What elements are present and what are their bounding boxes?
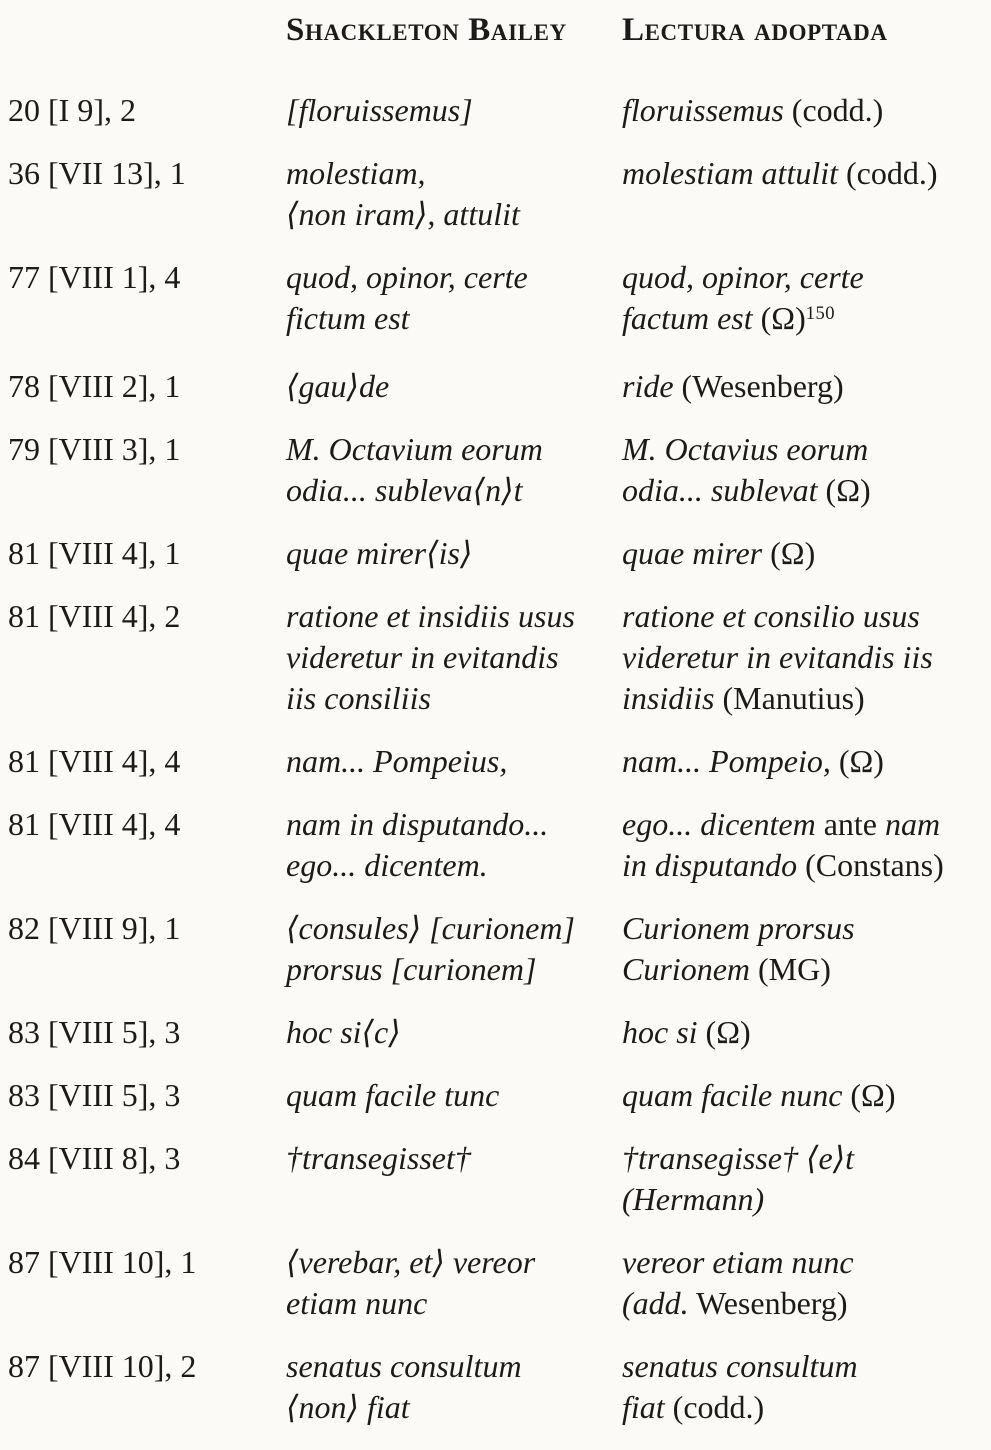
text-run: (codd.) bbox=[664, 1389, 765, 1425]
adopted-reading bbox=[622, 1242, 985, 1324]
entry-reference: 87 [VIII 10], 1 bbox=[8, 1244, 197, 1280]
reading-line bbox=[622, 153, 985, 194]
text-run: molestiam, bbox=[286, 155, 426, 191]
table-row bbox=[8, 1346, 985, 1428]
entry-reference: 81 [VIII 4], 2 bbox=[8, 598, 181, 634]
table-header bbox=[8, 10, 985, 50]
reading-line bbox=[622, 470, 985, 511]
reading-line bbox=[622, 257, 985, 298]
text-run: †transegisset† bbox=[286, 1140, 471, 1176]
reading-line bbox=[286, 637, 622, 678]
shackleton-bailey-reading bbox=[286, 908, 622, 990]
text-run: nam in disputando... bbox=[286, 806, 549, 842]
adopted-reading bbox=[622, 804, 985, 886]
reading-line bbox=[286, 949, 622, 990]
text-run: odia... sublevat bbox=[622, 472, 818, 508]
text-run: ego... dicentem. bbox=[286, 847, 488, 883]
reading-line bbox=[622, 533, 985, 574]
shackleton-bailey-reading bbox=[286, 1346, 622, 1428]
text-run: senatus consultum bbox=[622, 1348, 858, 1384]
table-row bbox=[8, 366, 985, 407]
reading-line bbox=[286, 429, 622, 470]
text-run: etiam nunc bbox=[286, 1285, 428, 1321]
reading-line bbox=[622, 366, 985, 407]
reading-line bbox=[622, 1283, 985, 1324]
reading-line bbox=[286, 470, 622, 511]
text-run: ante bbox=[815, 806, 885, 842]
entry-reference: 82 [VIII 9], 1 bbox=[8, 910, 181, 946]
shackleton-bailey-reading bbox=[286, 804, 622, 886]
adopted-reading bbox=[622, 533, 985, 574]
adopted-reading bbox=[622, 596, 985, 719]
shackleton-bailey-reading bbox=[286, 1138, 622, 1220]
shackleton-bailey-reading bbox=[286, 1242, 622, 1324]
text-run: (codd.) bbox=[783, 92, 884, 128]
shackleton-bailey-reading bbox=[286, 429, 622, 511]
reading-line bbox=[622, 637, 985, 678]
text-run: hoc si⟨c⟩ bbox=[286, 1014, 401, 1050]
shackleton-bailey-reading bbox=[286, 366, 622, 407]
text-run: (Ω) bbox=[830, 743, 884, 779]
text-run: molestiam attulit bbox=[622, 155, 838, 191]
text-run: nam... Pompeio, bbox=[622, 743, 831, 779]
reading-line bbox=[622, 1242, 985, 1283]
entry-reference: 83 [VIII 5], 3 bbox=[8, 1077, 181, 1113]
entry-reference: 36 [VII 13], 1 bbox=[8, 155, 186, 191]
reading-line bbox=[286, 1075, 622, 1116]
text-run: quae mirer⟨is⟩ bbox=[286, 535, 473, 571]
text-run: videretur in evitandis iis bbox=[622, 639, 933, 675]
reading-line bbox=[622, 1138, 985, 1179]
text-run: fictum est bbox=[286, 300, 410, 336]
shackleton-bailey-reading bbox=[286, 533, 622, 574]
adopted-reading bbox=[622, 366, 985, 407]
reading-line bbox=[286, 1346, 622, 1387]
table-row bbox=[8, 908, 985, 990]
reading-line bbox=[286, 1138, 622, 1179]
shackleton-bailey-reading bbox=[286, 1075, 622, 1116]
adopted-reading bbox=[622, 1346, 985, 1428]
table-row bbox=[8, 804, 985, 886]
text-run: nam... Pompeius, bbox=[286, 743, 508, 779]
reading-line bbox=[622, 1179, 985, 1220]
text-run: floruissemus bbox=[622, 92, 784, 128]
text-run: odia... subleva⟨n⟩t bbox=[286, 472, 523, 508]
reading-line bbox=[622, 741, 985, 782]
adopted-reading bbox=[622, 1075, 985, 1116]
text-run: iis consiliis bbox=[286, 680, 431, 716]
reading-line bbox=[622, 1075, 985, 1116]
text-run: [floruissemus] bbox=[286, 92, 473, 128]
text-run: vereor etiam nunc bbox=[622, 1244, 854, 1280]
entry-reference: 20 [I 9], 2 bbox=[8, 92, 136, 128]
text-run: (Ω) bbox=[817, 472, 871, 508]
text-run: in disputando bbox=[622, 847, 798, 883]
reading-line bbox=[622, 908, 985, 949]
reading-line bbox=[286, 741, 622, 782]
text-run: (Ω) bbox=[762, 535, 816, 571]
reading-line bbox=[286, 257, 622, 298]
table-row bbox=[8, 1242, 985, 1324]
text-run: videretur in evitandis bbox=[286, 639, 559, 675]
reading-line bbox=[286, 1012, 622, 1053]
text-run: ⟨non iram⟩, attulit bbox=[286, 196, 520, 232]
table-row bbox=[8, 1138, 985, 1220]
text-run: quam facile nunc bbox=[622, 1077, 843, 1113]
reading-line bbox=[286, 298, 622, 339]
shackleton-bailey-reading bbox=[286, 1012, 622, 1053]
text-run: (Ω) bbox=[842, 1077, 896, 1113]
shackleton-bailey-reading bbox=[286, 741, 622, 782]
table-row bbox=[8, 533, 985, 574]
text-run: senatus consultum bbox=[286, 1348, 522, 1384]
text-run: insidiis bbox=[622, 680, 715, 716]
shackleton-bailey-reading bbox=[286, 257, 622, 344]
table-row bbox=[8, 257, 985, 344]
entry-reference: 83 [VIII 5], 3 bbox=[8, 1014, 181, 1050]
reading-line bbox=[286, 366, 622, 407]
reading-line bbox=[622, 949, 985, 990]
text-run: factum est bbox=[622, 300, 753, 336]
reading-line bbox=[622, 1012, 985, 1053]
text-run: Wesenberg) bbox=[688, 1285, 848, 1321]
entry-reference: 79 [VIII 3], 1 bbox=[8, 431, 181, 467]
reading-line bbox=[622, 90, 985, 131]
reading-line bbox=[286, 908, 622, 949]
table-row bbox=[8, 153, 985, 235]
text-run: ⟨verebar, et⟩ vereor bbox=[286, 1244, 536, 1280]
shackleton-bailey-reading bbox=[286, 596, 622, 719]
text-run: (Wesenberg) bbox=[673, 368, 844, 404]
shackleton-bailey-reading bbox=[286, 153, 622, 235]
text-run: fiat bbox=[622, 1389, 665, 1425]
adopted-reading bbox=[622, 1138, 985, 1220]
text-run: (Manutius) bbox=[714, 680, 865, 716]
reading-line bbox=[286, 1242, 622, 1283]
reading-line bbox=[622, 804, 985, 845]
column-header-lectura-adoptada: Lectura adoptada bbox=[622, 12, 888, 48]
reading-line bbox=[622, 429, 985, 470]
table-row bbox=[8, 596, 985, 719]
text-run: ⟨gau⟩de bbox=[286, 368, 390, 404]
text-run: (Hermann) bbox=[622, 1181, 765, 1217]
column-header-shackleton-bailey: Shackleton Bailey bbox=[286, 12, 567, 48]
entry-reference: 87 [VIII 10], 2 bbox=[8, 1348, 197, 1384]
reading-line bbox=[622, 298, 985, 344]
table-row bbox=[8, 1012, 985, 1053]
text-run: nam bbox=[885, 806, 941, 842]
reading-line bbox=[622, 678, 985, 719]
text-run: (codd.) bbox=[838, 155, 938, 191]
text-run: prorsus [curionem] bbox=[286, 951, 537, 987]
text-run: (Constans) bbox=[797, 847, 944, 883]
text-run: ratione et insidiis usus bbox=[286, 598, 575, 634]
adopted-reading bbox=[622, 741, 985, 782]
adopted-reading bbox=[622, 153, 985, 235]
text-run: ⟨non⟩ fiat bbox=[286, 1389, 410, 1425]
reading-line bbox=[286, 678, 622, 719]
table-row bbox=[8, 90, 985, 131]
entry-reference: 84 [VIII 8], 3 bbox=[8, 1140, 181, 1176]
reading-line bbox=[286, 90, 622, 131]
reading-line bbox=[286, 153, 622, 194]
text-run: Curionem prorsus bbox=[622, 910, 855, 946]
text-run: (add. bbox=[622, 1285, 689, 1321]
text-run: Curionem bbox=[622, 951, 750, 987]
shackleton-bailey-reading bbox=[286, 90, 622, 131]
reading-line bbox=[286, 845, 622, 886]
reading-line bbox=[286, 1283, 622, 1324]
text-run: (Ω) bbox=[752, 300, 806, 336]
text-run: quae mirer bbox=[622, 535, 763, 571]
reading-line bbox=[286, 804, 622, 845]
reading-line bbox=[286, 533, 622, 574]
entry-reference: 81 [VIII 4], 1 bbox=[8, 535, 181, 571]
entry-reference: 77 [VIII 1], 4 bbox=[8, 259, 181, 295]
reading-line bbox=[286, 596, 622, 637]
reading-line bbox=[286, 1387, 622, 1428]
table-row bbox=[8, 741, 985, 782]
reading-line bbox=[622, 1387, 985, 1428]
adopted-reading bbox=[622, 257, 985, 344]
adopted-reading bbox=[622, 908, 985, 990]
text-run: hoc si bbox=[622, 1014, 698, 1050]
text-run: 150 bbox=[805, 303, 836, 325]
reading-line bbox=[622, 596, 985, 637]
text-run: M. Octavium eorum bbox=[286, 431, 543, 467]
reading-line bbox=[622, 1346, 985, 1387]
entry-reference: 81 [VIII 4], 4 bbox=[8, 743, 181, 779]
text-run: ⟨consules⟩ [curionem] bbox=[286, 910, 575, 946]
text-run: ratione et consilio usus bbox=[622, 598, 920, 634]
table-body bbox=[8, 90, 985, 1450]
adopted-reading bbox=[622, 90, 985, 131]
entry-reference: 81 [VIII 4], 4 bbox=[8, 806, 181, 842]
text-run: ego... dicentem bbox=[622, 806, 816, 842]
text-run: quod, opinor, certe bbox=[622, 259, 864, 295]
table-row bbox=[8, 1075, 985, 1116]
text-run: quod, opinor, certe bbox=[286, 259, 528, 295]
text-run: (Ω) bbox=[697, 1014, 751, 1050]
adopted-reading bbox=[622, 429, 985, 511]
text-run: M. Octavius eorum bbox=[622, 431, 869, 467]
table-row bbox=[8, 429, 985, 511]
text-run: ride bbox=[622, 368, 674, 404]
text-run: †transegisse† ⟨e⟩t bbox=[622, 1140, 855, 1176]
text-run: (MG) bbox=[750, 951, 831, 987]
text-run: quam facile tunc bbox=[286, 1077, 500, 1113]
reading-line bbox=[622, 845, 985, 886]
reading-line bbox=[286, 194, 622, 235]
adopted-reading bbox=[622, 1012, 985, 1053]
entry-reference: 78 [VIII 2], 1 bbox=[8, 368, 181, 404]
